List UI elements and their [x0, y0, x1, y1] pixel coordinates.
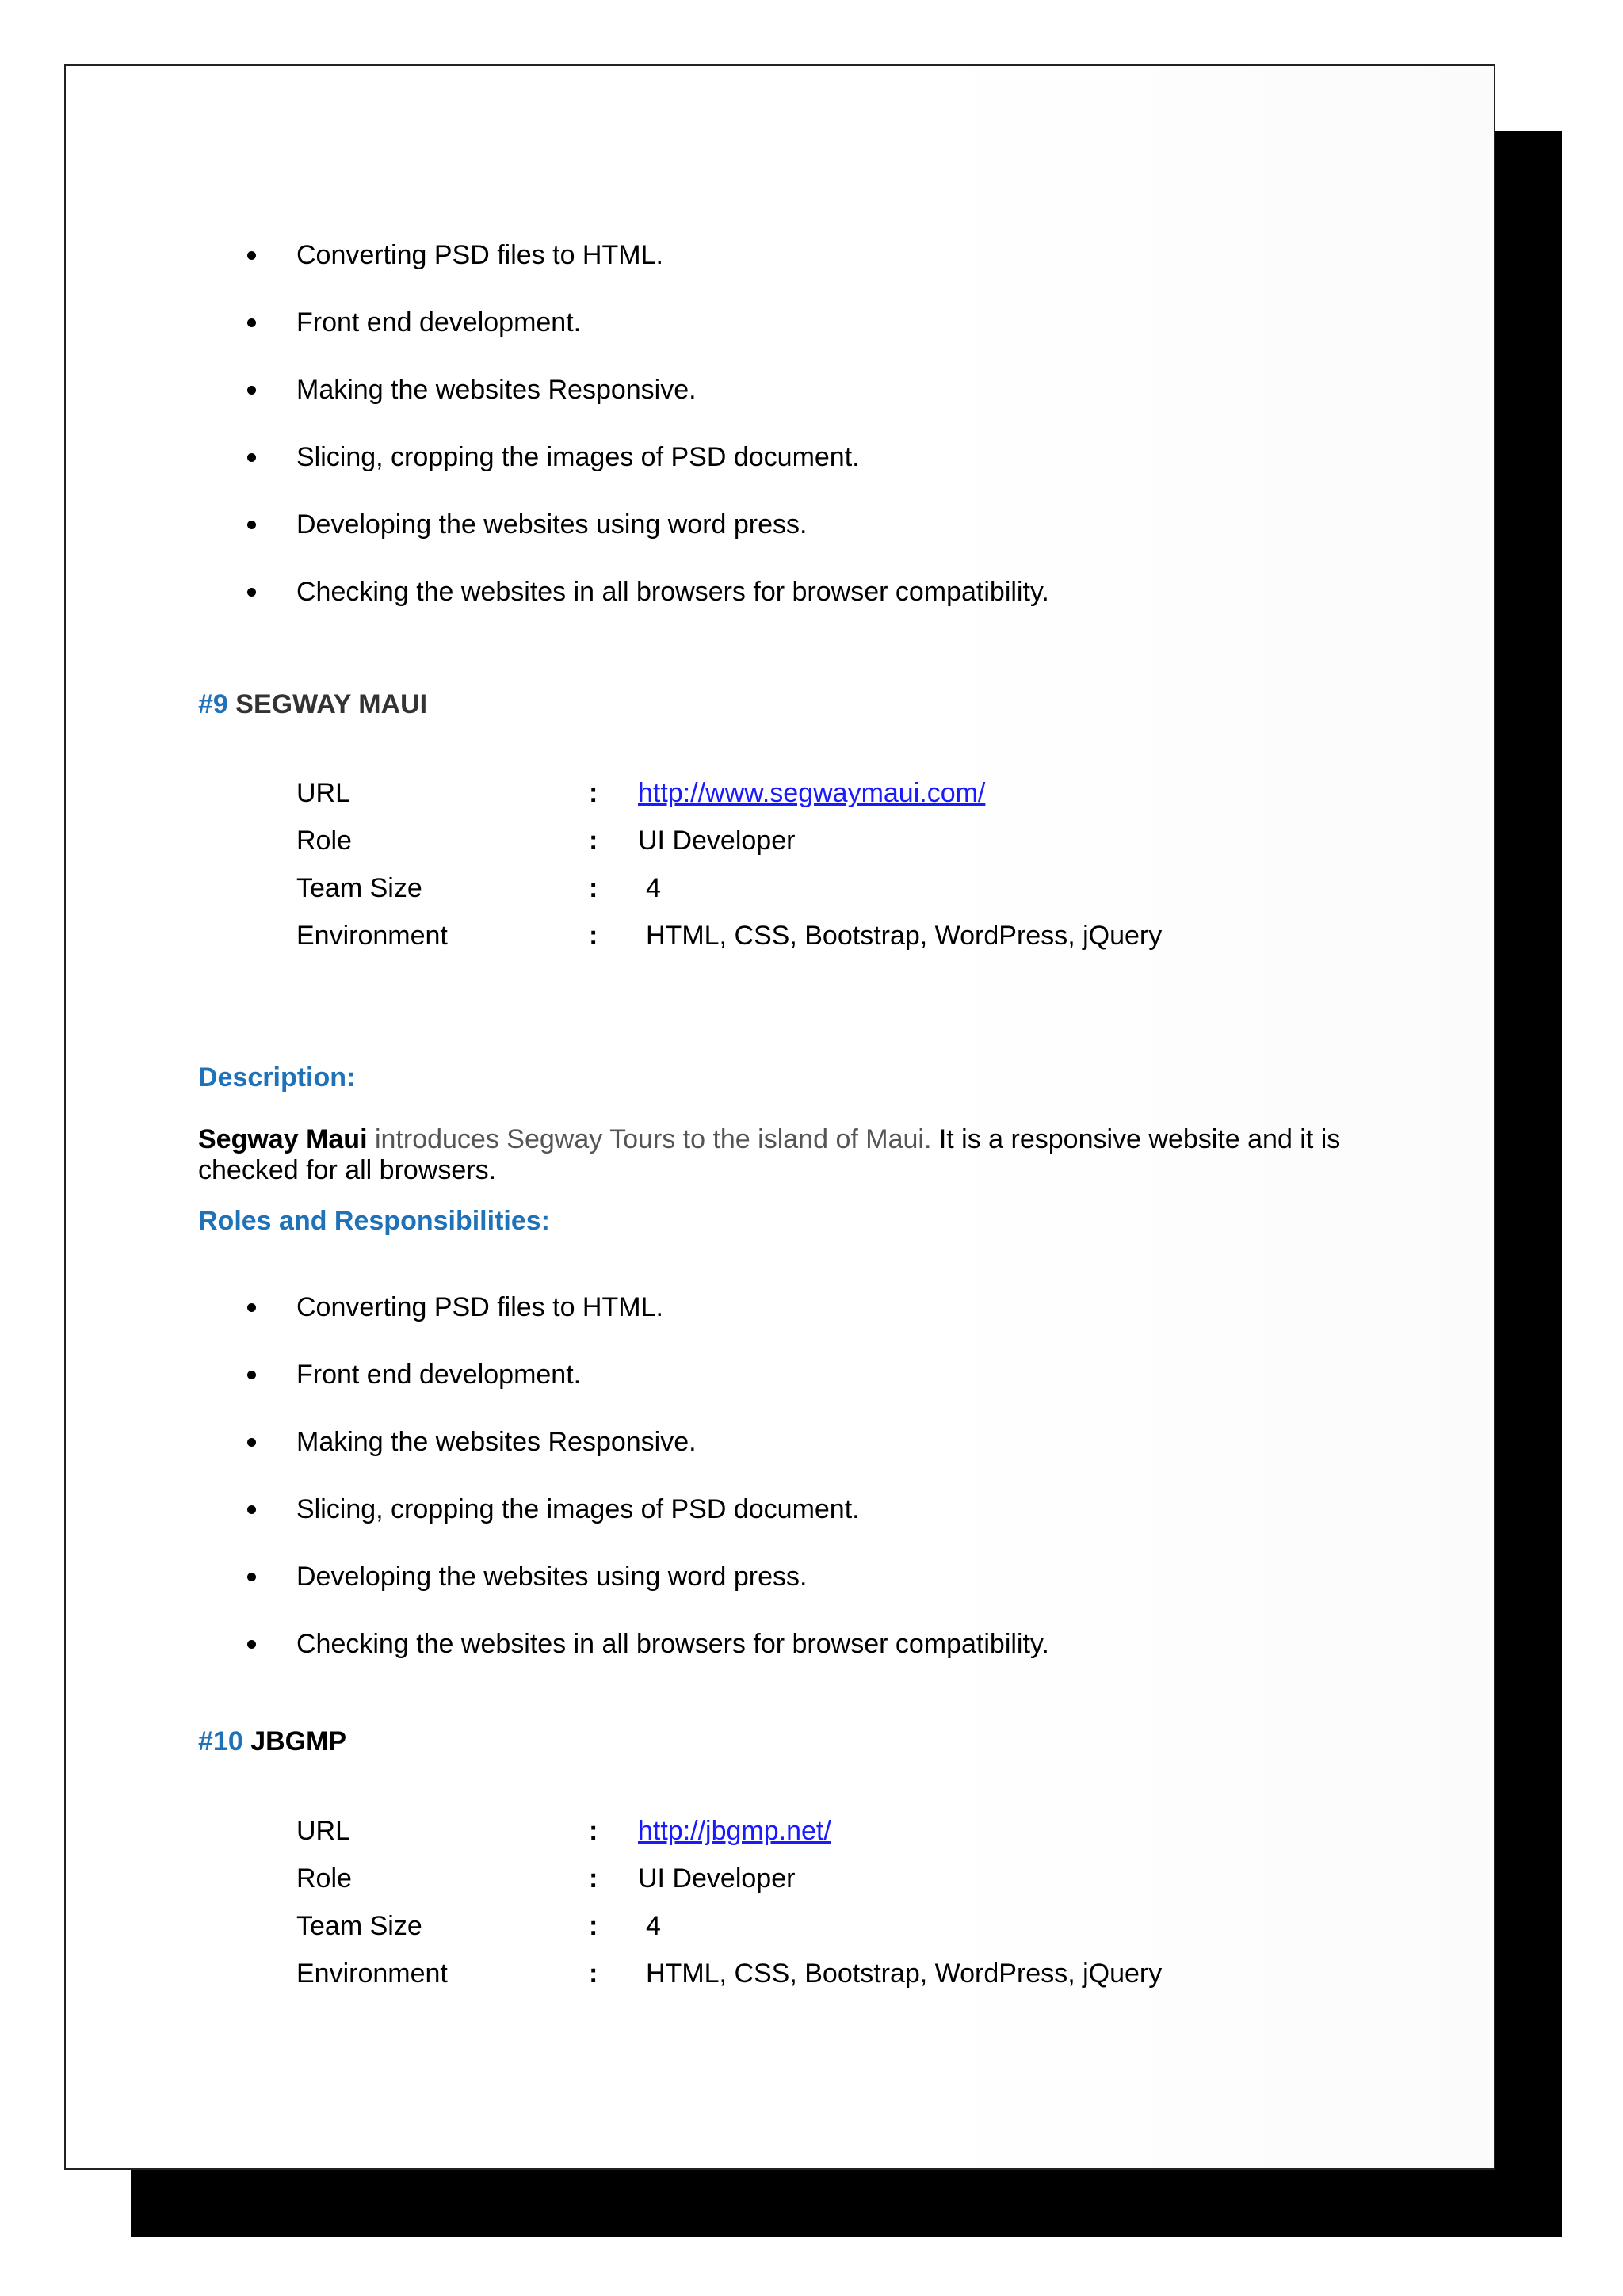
project-url-link[interactable]: http://www.segwaymaui.com/	[638, 778, 986, 808]
bullet-icon	[247, 1303, 256, 1312]
project-name: SEGWAY MAUI	[235, 689, 428, 719]
document-page: Converting PSD files to HTML. Front end development. Making the websites Responsive. Slicing, cropping the images of PSD document. Developing the websites using word press. Checking the websites in all browsers for browser compatibility. #9 SEGWAY MAUI URL : http://www.segwaymaui.com/ Role : UI Developer Team Size : 4 Environment : HTML, CSS, Bootstrap, WordPress, jQuery Description: Segway Maui introduces Segway Tours to the island of Maui. It is a responsive website and it is checked for all browsers. Roles and Responsibilities: Converting PSD files to HTML. Front end development. Making the websites Responsive. Slicing, cropping the images of PSD document. Developing the websites using word press. Checking the websites in all browsers for browser compatibility. #10 JBGMP URL : http://jbgmp.net/ Role : UI Developer Team Size : 4 Environment : HTML, CSS, Bootstrap, WordPress, jQuery	[64, 64, 1495, 2170]
project-heading-10	[198, 1726, 346, 1757]
description-title: Description:	[198, 1062, 356, 1093]
bullet-icon	[247, 1573, 256, 1581]
project-name: JBGMP	[250, 1726, 347, 1756]
project-url-link[interactable]: http://jbgmp.net/	[638, 1816, 831, 1846]
bullet-icon	[247, 521, 256, 529]
bullet-icon	[247, 1371, 256, 1379]
description-rest: It is a responsive website and it is checked for all browsers.	[198, 1124, 1341, 1185]
description-bold: Segway Maui	[198, 1124, 368, 1154]
description-gray: introduces Segway Tours to the island of Maui.	[367, 1124, 932, 1154]
bullet-icon	[247, 251, 256, 260]
bullet-icon	[247, 386, 256, 395]
bullet-icon	[247, 1640, 256, 1649]
bullet-icon	[247, 453, 256, 462]
bullet-icon	[247, 1438, 256, 1447]
project-number: #9	[198, 689, 228, 719]
bullet-icon	[247, 1505, 256, 1514]
project-number: #10	[198, 1726, 243, 1756]
roles-title: Roles and Responsibilities:	[198, 1206, 550, 1236]
bullet-icon	[247, 588, 256, 597]
bullet-icon	[247, 318, 256, 327]
description-text	[198, 1124, 1434, 1186]
project-heading-9	[198, 689, 427, 720]
